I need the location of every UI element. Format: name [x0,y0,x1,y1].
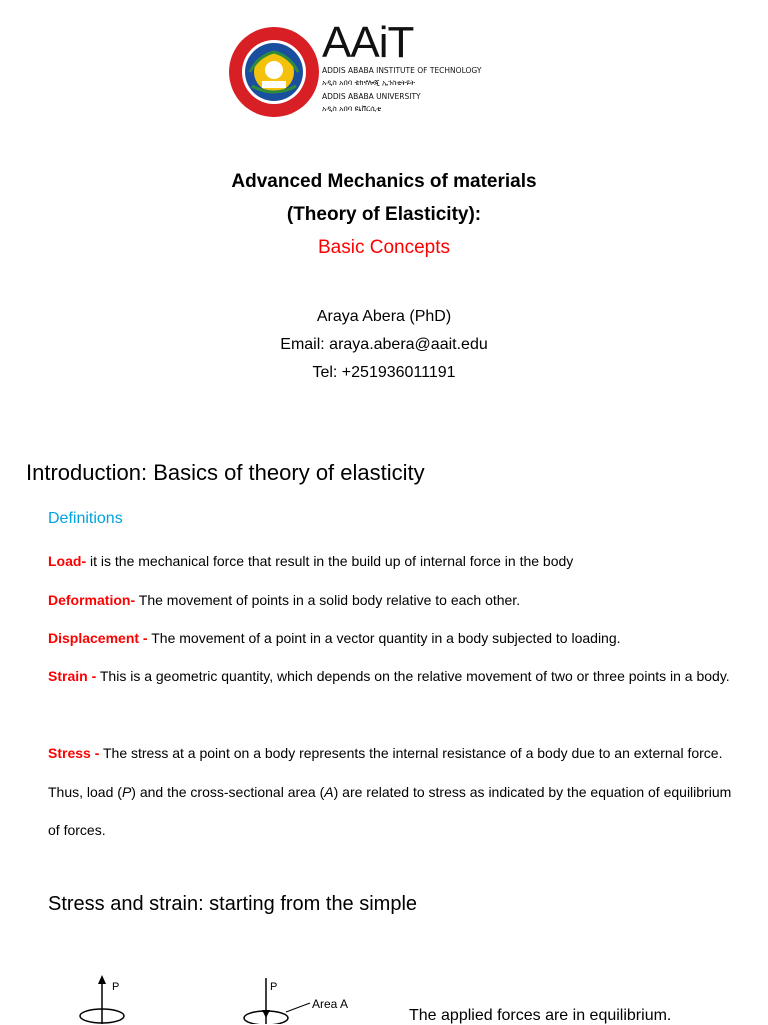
symbol-a: A [324,783,334,800]
area-leader-line [286,1003,310,1012]
text-strain: This is a geometric quantity, which depends on the relative movement of two or three points in a body. [96,668,730,684]
author-name: Araya Abera (PhD) [316,308,452,325]
university-name-am: አዲስ አበባ ዩኒቨርሲቲ [322,104,382,113]
bar-tension-figure [60,972,380,1024]
term-displacement: Displacement - [48,630,148,646]
definition-displacement [48,619,738,658]
text-displacement: The movement of a point in a vector quantity in a body subjected to loading. [147,630,621,646]
definition-stress [48,734,738,850]
definition-load [48,542,738,581]
term-strain: Strain - [48,668,97,684]
label-p-right: P [270,981,278,993]
document-title-line1: Advanced Mechanics of materials [231,171,537,192]
term-deformation: Deformation- [48,592,136,608]
institute-name-en: ADDIS ABABA INSTITUTE OF TECHNOLOGY [322,66,482,75]
definition-deformation [48,581,738,620]
equilibrium-statement: The applied forces are in equilibrium. [409,1007,672,1024]
text-stress-2: ) and the cross-sectional area ( [131,783,325,800]
institute-name-am: አዲስ አበባ ቴክኖሎጂ ኢንስቲትዩት [322,78,415,87]
term-stress: Stress - [48,745,100,761]
document-subtitle: Basic Concepts [317,237,450,258]
definitions-heading: Definitions [48,510,123,527]
author-email: Email: araya.abera@aait.edu [280,336,488,353]
university-name-en: ADDIS ABABA UNIVERSITY [322,92,421,101]
definition-strain [48,657,738,696]
arrowhead-left [98,975,106,984]
section-heading: Stress and strain: starting from the simple [48,893,418,915]
document-title-line2: (Theory of Elasticity): [286,204,482,225]
aait-wordmark [320,18,520,118]
text-load: it is the mechanical force that result in the build up of internal force in the body [86,553,574,569]
symbol-p: P [121,783,132,800]
term-load: Load- [48,553,87,569]
text-deformation: The movement of points in a solid body relative to each other. [135,592,521,608]
intro-heading: Introduction: Basics of theory of elasticity [26,460,425,485]
author-phone: Tel: +251936011191 [312,364,456,381]
text-stress-3: ) are related to stress as indicated by the equation of equilibrium of forces. [48,783,732,838]
text-stress-1: The stress at a point on a body represents the internal resistance of a body due to an external force. Thus, load ( [48,745,723,800]
university-seal-logo [228,26,320,118]
label-area: Area A [312,997,349,1011]
aait-title: AAiT [322,18,414,67]
label-p-left: P [112,981,120,993]
